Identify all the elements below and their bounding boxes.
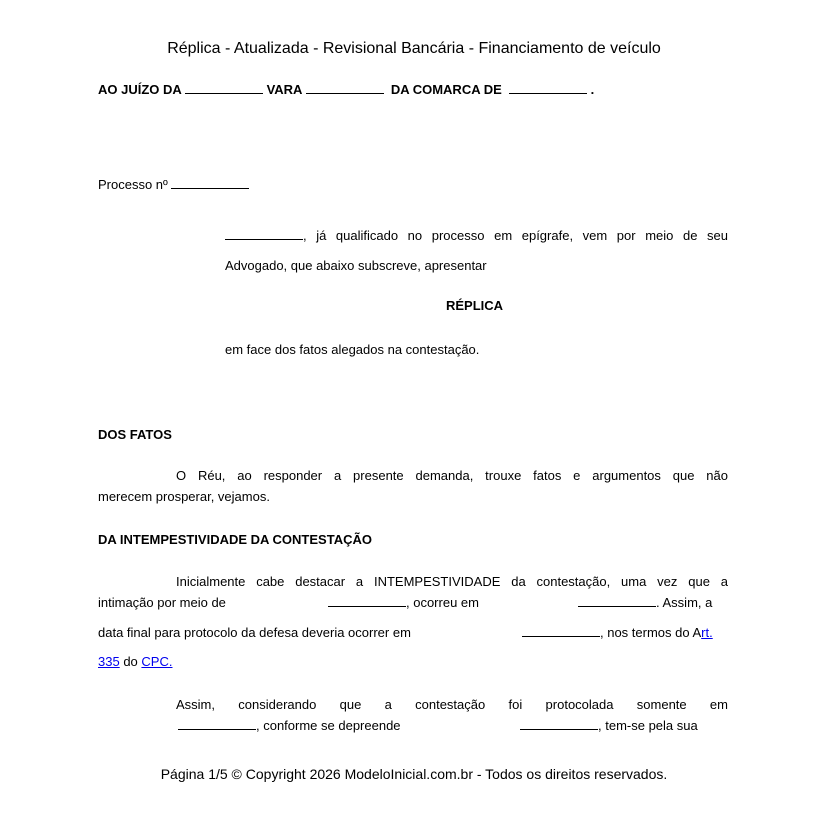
intemp-line-3b xyxy=(522,625,713,640)
intemp-line-2b xyxy=(328,595,479,610)
process-number xyxy=(98,177,249,192)
fatos-line-1: O Réu, ao responder a presente demanda, trouxe fatos e argumentos que não xyxy=(176,468,728,483)
intemp-line-2c xyxy=(578,595,712,610)
blank-field xyxy=(306,82,384,94)
blank-field xyxy=(509,82,587,94)
intro-line-1 xyxy=(225,228,728,243)
document-title: Réplica - Atualizada - Revisional Bancária - Financiamento de veículo xyxy=(167,40,661,57)
blank-field xyxy=(328,595,406,607)
assim-line-1: Assim, considerando que a contestação foi protocolada somente em xyxy=(176,697,728,712)
blank-field xyxy=(178,718,256,730)
blank-field xyxy=(225,228,303,240)
intemp-text: . Assim, a xyxy=(656,595,713,610)
intemp-line-3a: data final para protocolo da defesa deveria ocorrer em xyxy=(98,625,411,640)
address-part: VARA xyxy=(266,82,302,97)
blank-field xyxy=(171,177,249,189)
intemp-text: , ocorreu em xyxy=(406,595,479,610)
replica-title: RÉPLICA xyxy=(446,298,504,313)
art-link[interactable]: rt. xyxy=(701,625,713,640)
process-label: Processo nº xyxy=(98,177,168,192)
blank-field xyxy=(522,625,600,637)
address-part: AO JUÍZO DA xyxy=(98,82,182,97)
intemp-line-4 xyxy=(98,654,172,669)
address-part: DA COMARCA DE xyxy=(390,82,502,97)
fatos-line-2: merecem prosperar, vejamos. xyxy=(98,489,270,504)
intro-text: , já qualificado no processo em epígrafe, vem por meio de seu xyxy=(303,228,728,243)
art-335-link[interactable]: 335 xyxy=(98,654,120,669)
intemp-text: do xyxy=(123,654,138,669)
intemp-line-1: Inicialmente cabe destacar a INTEMPESTIVIDADE da contestação, uma vez que a xyxy=(176,574,728,589)
address-end: . xyxy=(590,82,595,97)
assim-line-2a xyxy=(178,718,401,733)
blank-field xyxy=(520,718,598,730)
assim-line-2b xyxy=(520,718,698,733)
page-footer: Página 1/5 © Copyright 2026 ModeloInicial.com.br - Todos os direitos reservados. xyxy=(160,766,668,782)
intro-line-3: em face dos fatos alegados na contestação. xyxy=(225,342,480,357)
cpc-link[interactable]: CPC. xyxy=(141,654,173,669)
blank-field xyxy=(185,82,263,94)
section-heading-fatos: DOS FATOS xyxy=(98,427,172,442)
assim-text: , tem-se pela sua xyxy=(598,718,698,733)
section-heading-intempestividade: DA INTEMPESTIVIDADE DA CONTESTAÇÃO xyxy=(98,532,372,547)
intemp-text: , nos termos do A xyxy=(600,625,702,640)
assim-text: , conforme se depreende xyxy=(256,718,401,733)
court-address xyxy=(98,82,594,97)
blank-field xyxy=(578,595,656,607)
intemp-line-2a: intimação por meio de xyxy=(98,595,226,610)
intro-line-2: Advogado, que abaixo subscreve, apresentar xyxy=(225,258,487,273)
